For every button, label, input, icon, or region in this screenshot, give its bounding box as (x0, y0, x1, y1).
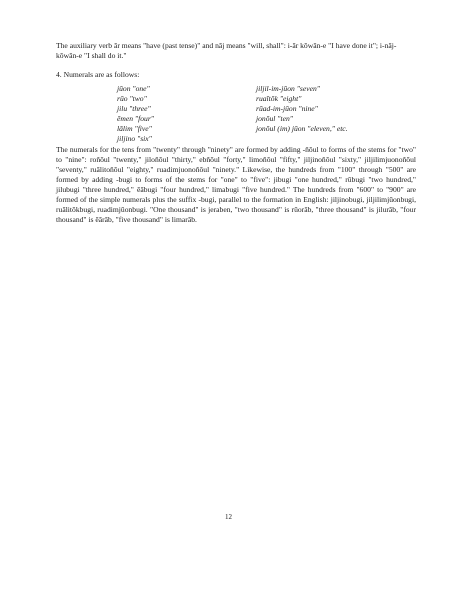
numeral-entry: ēmen "four" (117, 114, 154, 123)
numeral-entry: lālim "five" (117, 124, 152, 133)
numeral-entry: jiljil-im-jūon "seven" (256, 84, 320, 93)
section-heading-numerals: 4. Numerals are as follows: (56, 70, 140, 79)
numeral-entry: jūon "one" (117, 84, 150, 93)
page-number: 12 (225, 513, 232, 521)
numeral-entry: rūad-im-jūon "nine" (256, 104, 318, 113)
numeral-entry: rūo "two" (117, 94, 147, 103)
numerals-right-column (256, 84, 348, 134)
numeral-entry: jilu "three" (117, 104, 151, 113)
paragraph-tens-and-hundreds: The numerals for the tens from "twenty" through "ninety" are formed by adding -ñōul to forms of the stems for "two" to "nine": roñōul "twenty," jiloñōul "thirty," ebñōul "forty," limoñōul "fifty," jiljinoñōul "sixty," jiljilimjuonoñōul "seventy," ruālitoñōul "eighty," ruadimjuonoñōul "ninety." Likewise, the hundreds from "100" through "500" are formed by adding -bugi to forms of the stems for "one" to "five": jibugi "one hundred," rūbugi "two hundred," jilubugi "three hundred," ēābugi "four hundred," limabugi "five hundred." The hundreds from "600" to "900" are formed of the simple numerals plus the suffix -bugi, parallel to the formation in English: jiljinobugi, jiljilimjūonbugi, ruālitōkbugi, ruadimjūonbugi. "One thousand" is jeraben, "two thousand" is rūorāb, "three thousand" is jilurāb, "four thousand" is ēārāb, "five thousand" is limarāb. (56, 145, 416, 224)
numeral-entry: jonōul (im) jūon "eleven," etc. (256, 124, 348, 133)
numeral-entry: jiljino "six" (117, 134, 152, 143)
paragraph-auxiliary-verbs: The auxiliary verb ār means "have (past tense)" and nāj means "will, shall": i-ār kōwān-e "I have done it"; i-nāj-kōwān-e "I shall do it." (56, 41, 397, 60)
numerals-left-column (117, 84, 154, 144)
numeral-entry: jonōul "ten" (256, 114, 293, 123)
numeral-entry: ruaītōk "eight" (256, 94, 302, 103)
